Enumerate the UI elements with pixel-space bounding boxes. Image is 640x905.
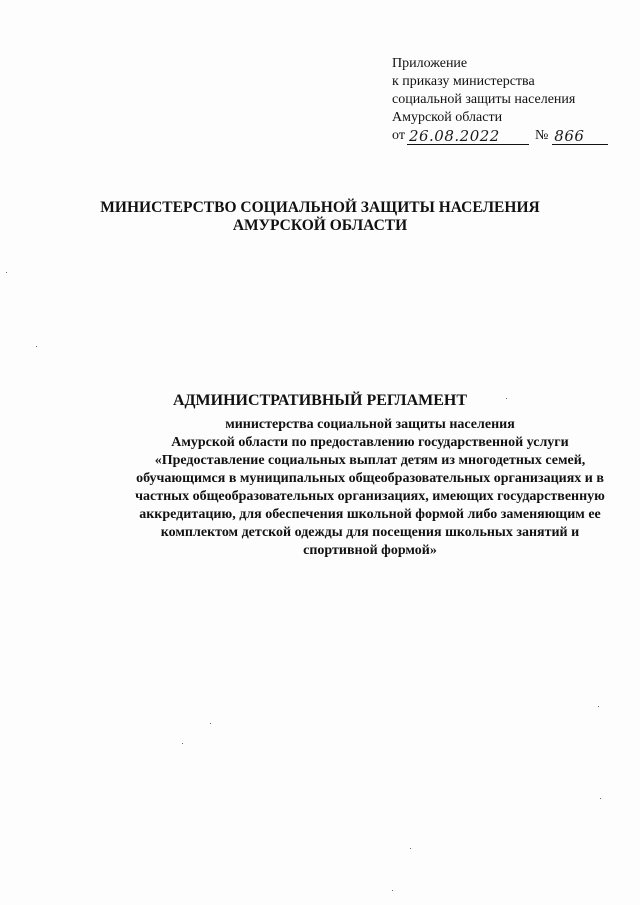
regulation-line: аккредитацию, для обеспечения школьной формой либо заменяющим ее (139, 507, 601, 522)
scan-speck (600, 798, 601, 799)
order-date-handwritten: 26.08.2022 (407, 128, 529, 145)
regulation-line: обучающимся в муниципальных общеобразовательных организациях и в (136, 471, 604, 486)
scan-speck (210, 723, 211, 724)
regulation-line: частных общеобразовательных организациях, имеющих государственную (135, 489, 605, 504)
scan-speck (410, 848, 411, 849)
scan-speck (392, 890, 393, 891)
regulation-title: АДМИНИСТРАТИВНЫЙ РЕГЛАМЕНТ (172, 392, 468, 409)
appendix-line: социальной защиты населения (392, 92, 576, 107)
regulation-line: комплектом детской одежды для посещения школьных занятий и (160, 525, 580, 540)
regulation-line: спортивной формой» (303, 543, 437, 558)
scan-speck (36, 346, 37, 347)
appendix-line: к приказу министерства (392, 74, 535, 89)
scan-speck (6, 272, 7, 273)
appendix-block (392, 55, 632, 145)
regulation-line: Амурской области по предоставлению государственной услуги (171, 435, 569, 450)
date-prefix: от (392, 128, 405, 143)
ministry-heading (60, 199, 580, 235)
regulation-line: «Предоставление социальных выплат детям из многодетных семей, (154, 453, 586, 468)
scan-speck (182, 743, 183, 744)
number-label: № (534, 128, 549, 143)
regulation-description (100, 416, 640, 560)
scan-speck (506, 398, 507, 399)
appendix-line: Приложение (392, 56, 468, 71)
ministry-heading-line: МИНИСТЕРСТВО СОЦИАЛЬНОЙ ЗАЩИТЫ НАСЕЛЕНИЯ (100, 199, 540, 216)
scan-speck (598, 706, 599, 707)
ministry-heading-line: АМУРСКОЙ ОБЛАСТИ (232, 217, 408, 234)
appendix-line: Амурской области (392, 110, 503, 125)
regulation-line: министерства социальной защиты населения (225, 417, 515, 432)
order-date-row (392, 127, 632, 145)
order-number-handwritten: 866 (552, 128, 608, 145)
